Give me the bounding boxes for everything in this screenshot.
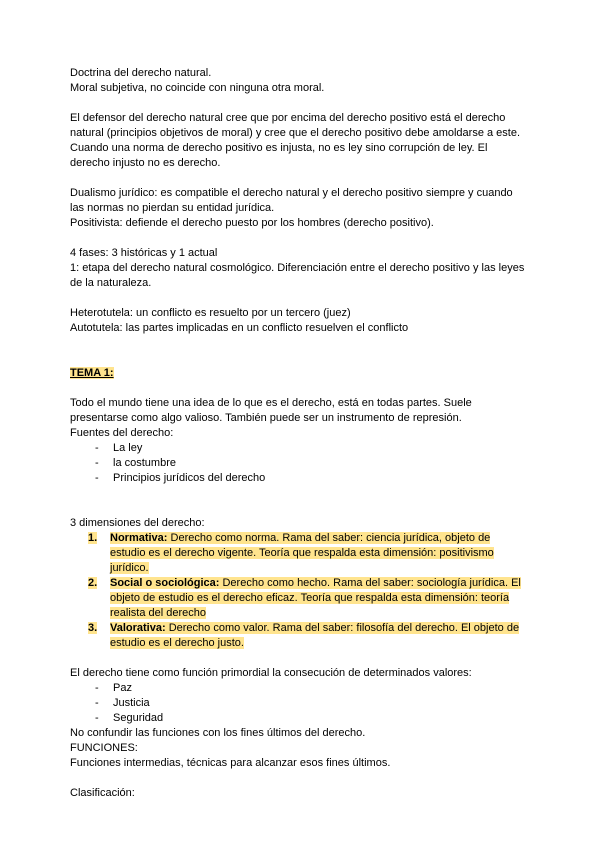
text-block: 1: etapa del derecho natural cosmológico. Diferenciación entre el derecho positivo y las leyes de la naturaleza.: [70, 262, 525, 289]
bullet-marker: -: [95, 442, 99, 454]
paragraph-tutela: [70, 306, 528, 336]
paragraph-intro-derecho: [70, 396, 528, 441]
bullet-marker: -: [95, 457, 99, 469]
text-line: No confundir las funciones con los fines últimos del derecho.: [70, 727, 366, 739]
dimension-label: Normativa:: [110, 532, 168, 544]
text-block: Clasificación:: [70, 787, 135, 799]
dimension-text: Derecho como hecho. Rama del saber: sociología jurídica. El objeto de estudio es el derecho eficaz. Teoría que respalda esta dimensión: teoría realista del derecho: [110, 577, 521, 619]
list-number: [88, 576, 110, 621]
text-line: FUNCIONES:: [70, 742, 138, 754]
paragraph-fases: [70, 246, 528, 291]
list-item: [88, 576, 528, 621]
text-line: Funciones intermedias, técnicas para alcanzar esos fines últimos.: [70, 757, 391, 769]
list-item: [95, 696, 528, 711]
highlighted-text: [110, 622, 519, 649]
list-item-text: [110, 576, 528, 621]
highlighted-text: [110, 532, 494, 574]
list-item: [88, 531, 528, 576]
bullet-marker: -: [95, 712, 99, 724]
list-item-text: Justicia: [113, 697, 150, 709]
list-item: [95, 681, 528, 696]
list-item-text: Seguridad: [113, 712, 164, 724]
text-block: El derecho tiene como función primordial la consecución de determinados valores:: [70, 667, 472, 679]
paragraph-funcion-primordial: [70, 666, 528, 681]
text-line: Heterotutela: un conflicto es resuelto por un tercero (juez): [70, 307, 351, 319]
list-item: [95, 441, 528, 456]
text-block: El defensor del derecho natural cree que por encima del derecho positivo está el derecho natural (principios objetivos de moral) y cree que el derecho positivo debe amoldarse a este. Cuando una norma de derecho positivo es injusta, no es ley sino corrupción de ley. El derecho injusto no es derecho.: [70, 112, 521, 169]
text-line: 4 fases: 3 históricas y 1 actual: [70, 247, 218, 259]
text-line: Autotutela: las partes implicadas en un conflicto resuelven el conflicto: [70, 322, 409, 334]
paragraph-clasificacion: [70, 786, 528, 801]
list-item-text: Principios jurídicos del derecho: [113, 472, 266, 484]
dimensions-list: [70, 531, 528, 651]
text-line: Fuentes del derecho:: [70, 427, 174, 439]
paragraph-dimensiones-intro: [70, 516, 528, 531]
text-line: Positivista: defiende el derecho puesto por los hombres (derecho positivo).: [70, 217, 434, 229]
text-line: Moral subjetiva, no coincide con ninguna otra moral.: [70, 82, 325, 94]
dimension-label: Social o sociológica:: [110, 577, 220, 589]
sources-list: [70, 441, 528, 486]
list-item-text: la costumbre: [113, 457, 176, 469]
list-number-text: 3.: [88, 622, 98, 634]
list-item-text: Paz: [113, 682, 132, 694]
text-block: 3 dimensiones del derecho:: [70, 517, 205, 529]
list-number: [88, 531, 110, 576]
list-item-text: [110, 621, 528, 651]
bullet-marker: -: [95, 472, 99, 484]
list-item-text: La ley: [113, 442, 143, 454]
text-line: Doctrina del derecho natural.: [70, 67, 212, 79]
bullet-marker: -: [95, 682, 99, 694]
paragraph-funciones: [70, 726, 528, 771]
section-heading-tema1: [70, 366, 528, 381]
dimension-label: Valorativa:: [110, 622, 166, 634]
dimension-text: Derecho como norma. Rama del saber: ciencia jurídica, objeto de estudio es el derecho vigente. Teoría que respalda esta dimensión: positivismo jurídico.: [110, 532, 494, 574]
list-item: [88, 621, 528, 651]
values-list: [70, 681, 528, 726]
highlighted-text: [110, 577, 521, 619]
paragraph-doctrina: [70, 66, 528, 96]
list-number-text: 1.: [88, 532, 98, 544]
list-item-text: [110, 531, 528, 576]
list-item: [95, 456, 528, 471]
list-number-text: 2.: [88, 577, 98, 589]
bullet-marker: -: [95, 697, 99, 709]
dimension-text: Derecho como valor. Rama del saber: filosofía del derecho. El objeto de estudio es el derecho justo.: [110, 622, 520, 649]
paragraph-defensor: [70, 111, 528, 171]
list-number: [88, 621, 110, 651]
list-item: [95, 711, 528, 726]
paragraph-dualismo: [70, 186, 528, 231]
heading-text: TEMA 1:: [70, 367, 114, 379]
list-item: [95, 471, 528, 486]
text-block: Dualismo jurídico: es compatible el derecho natural y el derecho positivo siempre y cuando las normas no pierdan su entidad jurídica.: [70, 187, 513, 214]
text-block: Todo el mundo tiene una idea de lo que es el derecho, está en todas partes. Suele presentarse como algo valioso. También puede ser un instrumento de represión.: [70, 397, 472, 424]
